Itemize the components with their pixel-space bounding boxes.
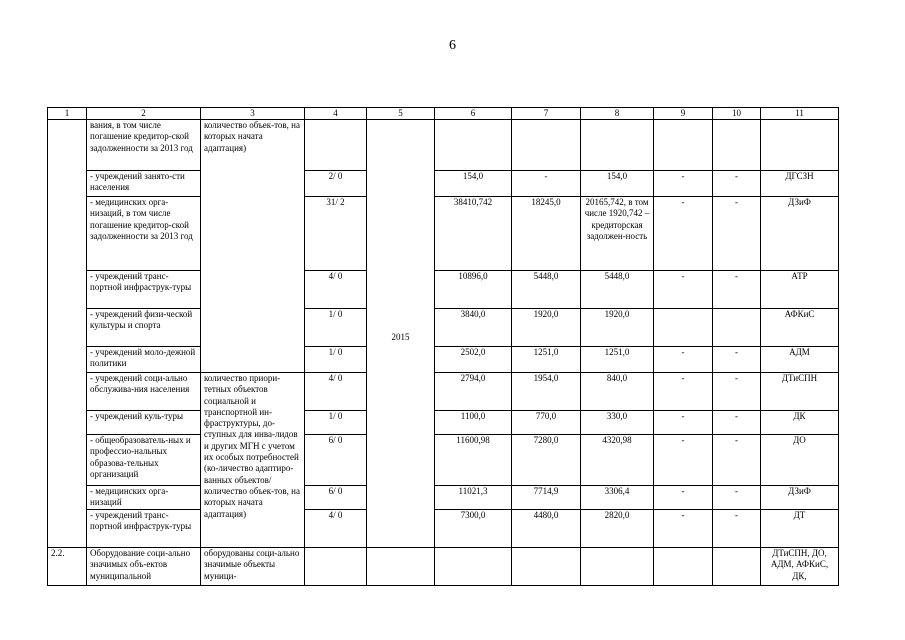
col9-cell: -: [654, 347, 713, 373]
count-cell: 1/ 0: [305, 411, 367, 435]
table-row: [48, 486, 839, 510]
indicator-cell: количество объек-тов, на которых начата адаптация): [201, 120, 305, 373]
executor-cell: ДЗиФ: [761, 486, 839, 510]
table-row: [48, 309, 839, 347]
col10-cell: -: [713, 486, 761, 510]
table-row: [48, 373, 839, 411]
count-cell: [305, 120, 367, 171]
row-number-cell: [48, 120, 87, 548]
item-cell: вания, в том числе погашение кредитор-ской задолженности за 2013 год: [87, 120, 201, 171]
amount-cell: 1251,0: [581, 347, 654, 373]
amount-cell: 1920,0: [581, 309, 654, 347]
amount-cell: 330,0: [581, 411, 654, 435]
header-cell: 7: [512, 108, 581, 120]
col9-cell: -: [654, 411, 713, 435]
col9-cell: -: [654, 197, 713, 271]
year-cell: [367, 548, 435, 586]
item-cell: - учреждений занято-сти населения: [87, 171, 201, 197]
table-row: [48, 548, 839, 586]
table-row: [48, 171, 839, 197]
item-cell: - учреждений транс-портной инфраструк-туры: [87, 271, 201, 309]
item-cell: - общеобразователь-ных и профессио-нальных образова-тельных организаций: [87, 435, 201, 486]
header-cell: 8: [581, 108, 654, 120]
budget-cell: 1954,0: [512, 373, 581, 411]
table-row: [48, 435, 839, 486]
executor-cell: [761, 120, 839, 171]
budget-cell: 18245,0: [512, 197, 581, 271]
amount-cell: 20165,742, в том числе 1920,742 – кредиторская задолжен-ность: [581, 197, 654, 271]
budget-cell: -: [512, 171, 581, 197]
total-cell: [435, 548, 512, 586]
total-cell: 2502,0: [435, 347, 512, 373]
header-cell: 6: [435, 108, 512, 120]
col10-cell: -: [713, 197, 761, 271]
item-cell: - учреждений соци-ально обслужива-ния населения: [87, 373, 201, 411]
column-number-row: [48, 108, 839, 120]
total-cell: 11021,3: [435, 486, 512, 510]
col10-cell: -: [713, 347, 761, 373]
count-cell: 6/ 0: [305, 486, 367, 510]
count-cell: [305, 548, 367, 586]
count-cell: 31/ 2: [305, 197, 367, 271]
col9-cell: -: [654, 510, 713, 548]
amount-cell: [581, 548, 654, 586]
col10-cell: [713, 120, 761, 171]
count-cell: 6/ 0: [305, 435, 367, 486]
page-number: 6: [449, 38, 456, 53]
header-cell: 3: [201, 108, 305, 120]
count-cell: 1/ 0: [305, 347, 367, 373]
header-cell: 11: [761, 108, 839, 120]
item-cell: Оборудование соци-ально значимых объ-ектов муниципальной: [87, 548, 201, 586]
header-cell: 2: [87, 108, 201, 120]
col9-cell: [654, 548, 713, 586]
amount-cell: 840,0: [581, 373, 654, 411]
col10-cell: -: [713, 171, 761, 197]
executor-cell: АДМ: [761, 347, 839, 373]
item-cell: - учреждений транс-портной инфраструк-туры: [87, 510, 201, 548]
budget-cell: 1251,0: [512, 347, 581, 373]
col9-cell: -: [654, 435, 713, 486]
count-cell: 4/ 0: [305, 510, 367, 548]
executor-cell: ДЗиФ: [761, 197, 839, 271]
executor-cell: ДТиСПН, ДО, АДМ, АФКиС, ДК,: [761, 548, 839, 586]
total-cell: 154,0: [435, 171, 512, 197]
table-row: [48, 197, 839, 271]
table-row: [48, 120, 839, 171]
header-cell: 4: [305, 108, 367, 120]
budget-cell: 7714,9: [512, 486, 581, 510]
header-cell: 9: [654, 108, 713, 120]
table-row: [48, 347, 839, 373]
total-cell: 3840,0: [435, 309, 512, 347]
budget-cell: [512, 548, 581, 586]
col9-cell: -: [654, 486, 713, 510]
executor-cell: ДГСЗН: [761, 171, 839, 197]
item-cell: - медицинских орга-низаций, в том числе погашение кредитор-ской задолженности за 2013 год: [87, 197, 201, 271]
executor-cell: ДТиСПН: [761, 373, 839, 411]
col10-cell: -: [713, 271, 761, 309]
col10-cell: [713, 548, 761, 586]
amount-cell: 3306,4: [581, 486, 654, 510]
total-cell: 11600,98: [435, 435, 512, 486]
col10-cell: -: [713, 411, 761, 435]
amount-cell: 2820,0: [581, 510, 654, 548]
total-cell: 1100,0: [435, 411, 512, 435]
col9-cell: -: [654, 373, 713, 411]
indicator-cell: оборудованы соци-ально значимые объекты муници-: [201, 548, 305, 586]
amount-cell: 154,0: [581, 171, 654, 197]
year-value: 2015: [391, 332, 410, 342]
count-cell: 1/ 0: [305, 309, 367, 347]
budget-cell: 1920,0: [512, 309, 581, 347]
row-number-cell: 2.2.: [48, 548, 87, 586]
amount-cell: 4320,98: [581, 435, 654, 486]
count-cell: 4/ 0: [305, 373, 367, 411]
item-cell: - учреждений куль-туры: [87, 411, 201, 435]
budget-cell: 5448,0: [512, 271, 581, 309]
header-cell: 5: [367, 108, 435, 120]
col10-cell: -: [713, 435, 761, 486]
col9-cell: [654, 309, 713, 347]
total-cell: 7300,0: [435, 510, 512, 548]
executor-cell: АФКиС: [761, 309, 839, 347]
budget-cell: 4480,0: [512, 510, 581, 548]
item-cell: - учреждений физи-ческой культуры и спорта: [87, 309, 201, 347]
budget-cell: 7280,0: [512, 435, 581, 486]
year-cell: [367, 120, 435, 548]
total-cell: [435, 120, 512, 171]
item-cell: - медицинских орга-низаций: [87, 486, 201, 510]
header-cell: 1: [48, 108, 87, 120]
executor-cell: АТР: [761, 271, 839, 309]
col10-cell: -: [713, 373, 761, 411]
program-table: [47, 107, 839, 586]
count-cell: 4/ 0: [305, 271, 367, 309]
budget-cell: [512, 120, 581, 171]
total-cell: 38410,742: [435, 197, 512, 271]
col9-cell: -: [654, 171, 713, 197]
budget-cell: 770,0: [512, 411, 581, 435]
executor-cell: ДК: [761, 411, 839, 435]
table-row: [48, 271, 839, 309]
indicator-cell: количество приори-тетных объектов социальной и транспортной ин-фраструктуры, до-ступных для инва-лидов и других МГН с учетом их особых потребностей (ко-личество адаптиро-ванных объектов/ количество объек-тов, на которых начата адаптация): [201, 373, 305, 548]
amount-cell: 5448,0: [581, 271, 654, 309]
col10-cell: [713, 309, 761, 347]
item-cell: - учреждений моло-дежной политики: [87, 347, 201, 373]
amount-cell: [581, 120, 654, 171]
executor-cell: ДТ: [761, 510, 839, 548]
total-cell: 10896,0: [435, 271, 512, 309]
header-cell: 10: [713, 108, 761, 120]
col10-cell: -: [713, 510, 761, 548]
count-cell: 2/ 0: [305, 171, 367, 197]
executor-cell: ДО: [761, 435, 839, 486]
total-cell: 2794,0: [435, 373, 512, 411]
col9-cell: [654, 120, 713, 171]
col9-cell: -: [654, 271, 713, 309]
table-row: [48, 510, 839, 548]
table-row: [48, 411, 839, 435]
